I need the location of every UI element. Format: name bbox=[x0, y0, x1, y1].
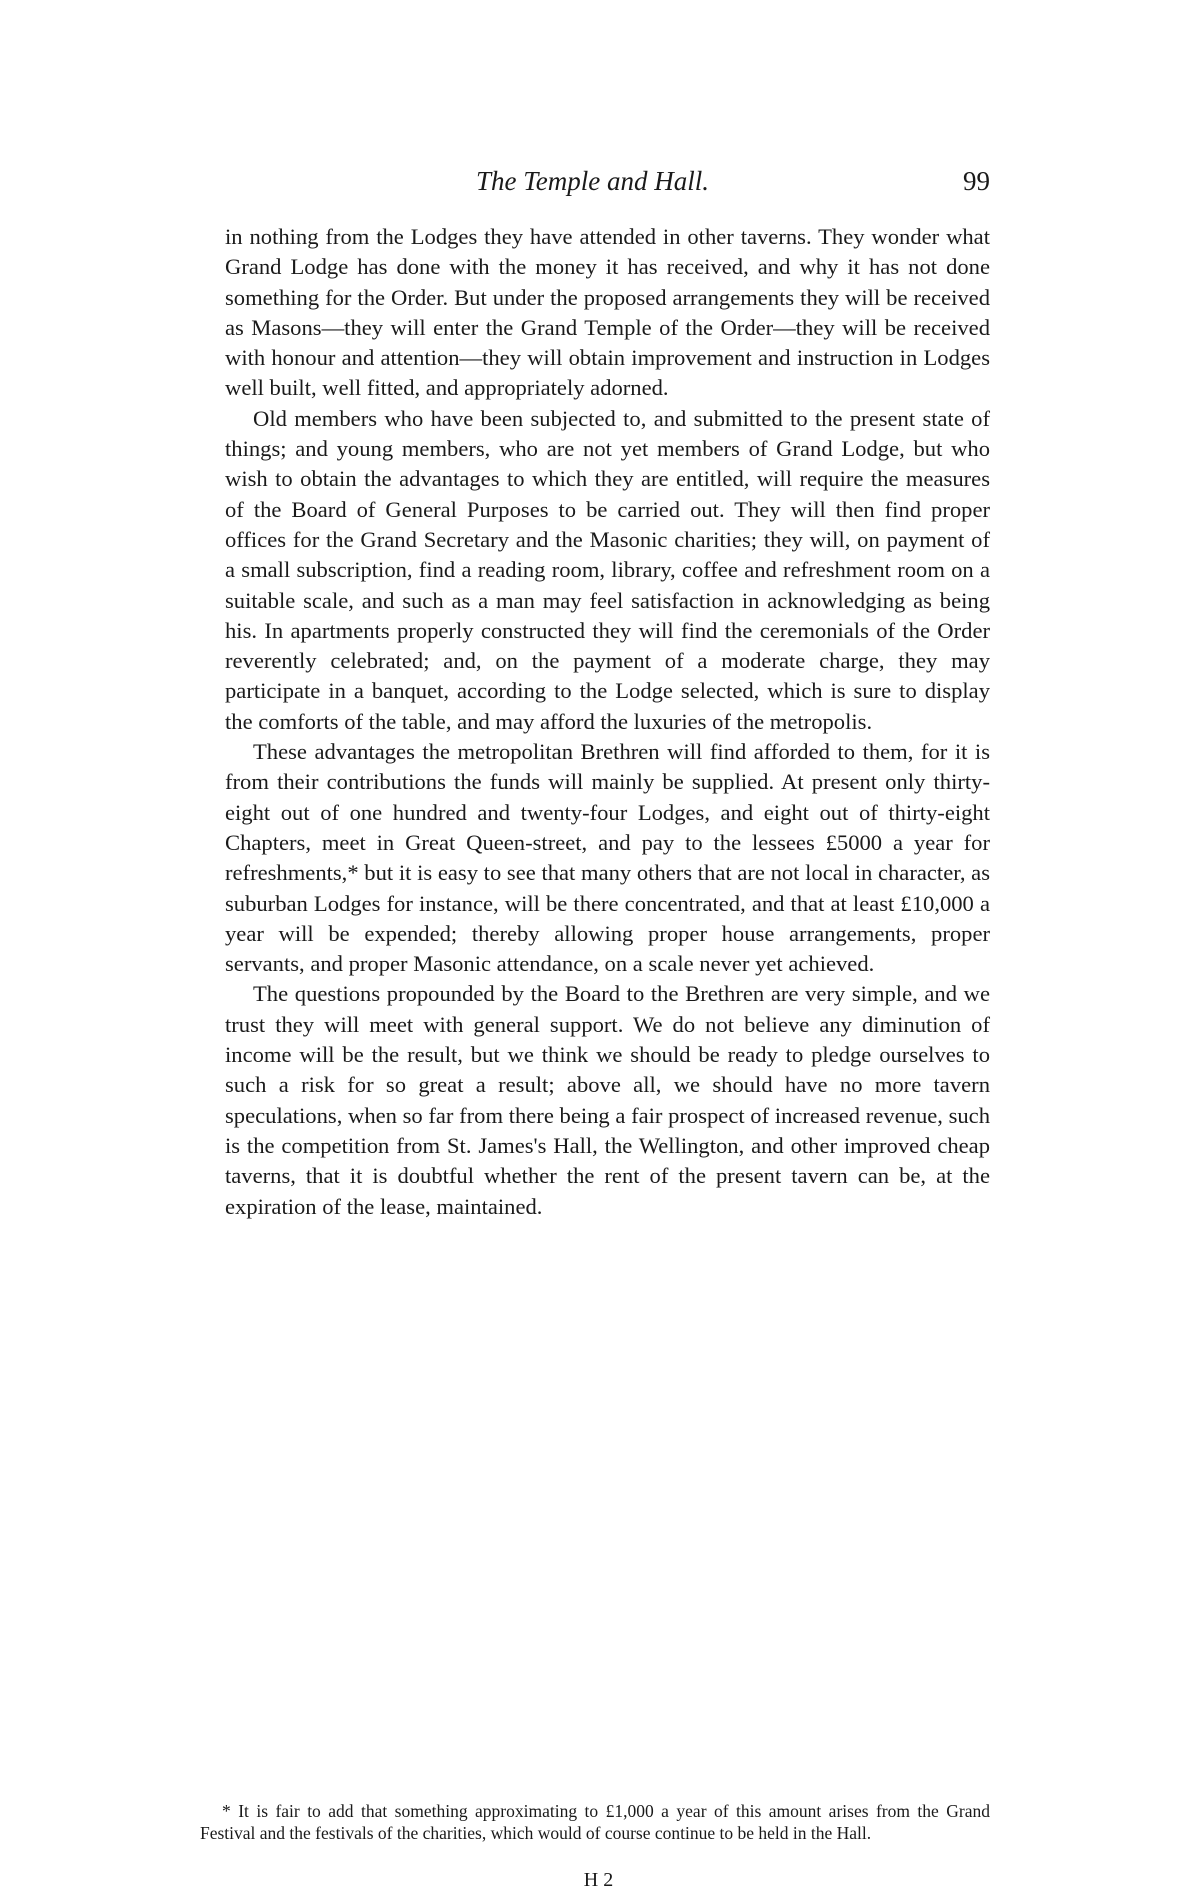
paragraph: The questions propounded by the Board to the Brethren are very simple, and we trust they will meet with general support. We do not believe any diminution of income will be the result, but we think we should be ready to pledge ourselves to such a risk for so great a result; above all, we should have no more tavern speculations, when so far from there being a fair prospect of increased revenue, such is the competition from St. James's Hall, the Wellington, and other improved cheap taverns, that it is doubtful whether the rent of the present tavern can be, at the expiration of the lease, maintained. bbox=[225, 981, 990, 1219]
page-number: 99 bbox=[963, 166, 990, 196]
body-text bbox=[225, 222, 990, 1222]
running-title: The Temple and Hall. bbox=[475, 166, 709, 196]
paragraph: These advantages the metropolitan Brethren will find afforded to them, for it is from their contributions the funds will mainly be supplied. At present only thirty-eight out of one hundred and twenty-four Lodges, and eight out of thirty-eight Chapters, meet in Great Queen-street, and pay to the lessees £5000 a year for refreshments,* but it is easy to see that many others that are not local in character, as suburban Lodges for instance, will be there concentrated, and that at least £10,000 a year will be expended; thereby allowing proper house arrangements, proper servants, and proper Masonic attendance, on a scale never yet achieved. bbox=[225, 739, 990, 977]
paragraph: in nothing from the Lodges they have attended in other taverns. They wonder what Grand Lodge has done with the money it has received, and why it has not done something for the Order. But under the proposed arrangements they will be received as Masons—they will enter the Grand Temple of the Order—they will be received with honour and attention—they will obtain improvement and instruction in Lodges well built, well fitted, and appropriately adorned. bbox=[225, 224, 990, 401]
paragraph: Old members who have been subjected to, and submitted to the present state of things; and young members, who are not yet members of Grand Lodge, but who wish to obtain the advantages to which they are entitled, will require the measures of the Board of General Purposes to be carried out. They will then find proper offices for the Grand Secretary and the Masonic charities; they will, on payment of a small subscription, find a reading room, library, coffee and refreshment room on a suitable scale, and such as a man may feel satisfaction in acknowledging as being his. In apartments properly constructed they will find the ceremonials of the Order reverently celebrated; and, on the payment of a moderate charge, they may participate in a banquet, according to the Lodge selected, which is sure to display the comforts of the table, and may afford the luxuries of the metropolis. bbox=[225, 405, 990, 734]
signature-mark: H 2 bbox=[583, 1873, 614, 1887]
running-head bbox=[195, 166, 990, 206]
footnote: * It is fair to add that something approximating to £1,000 a year of this amount arises from the Grand Festival and the festivals of the charities, which would of course continue to be held in the Hall. bbox=[200, 1801, 990, 1843]
